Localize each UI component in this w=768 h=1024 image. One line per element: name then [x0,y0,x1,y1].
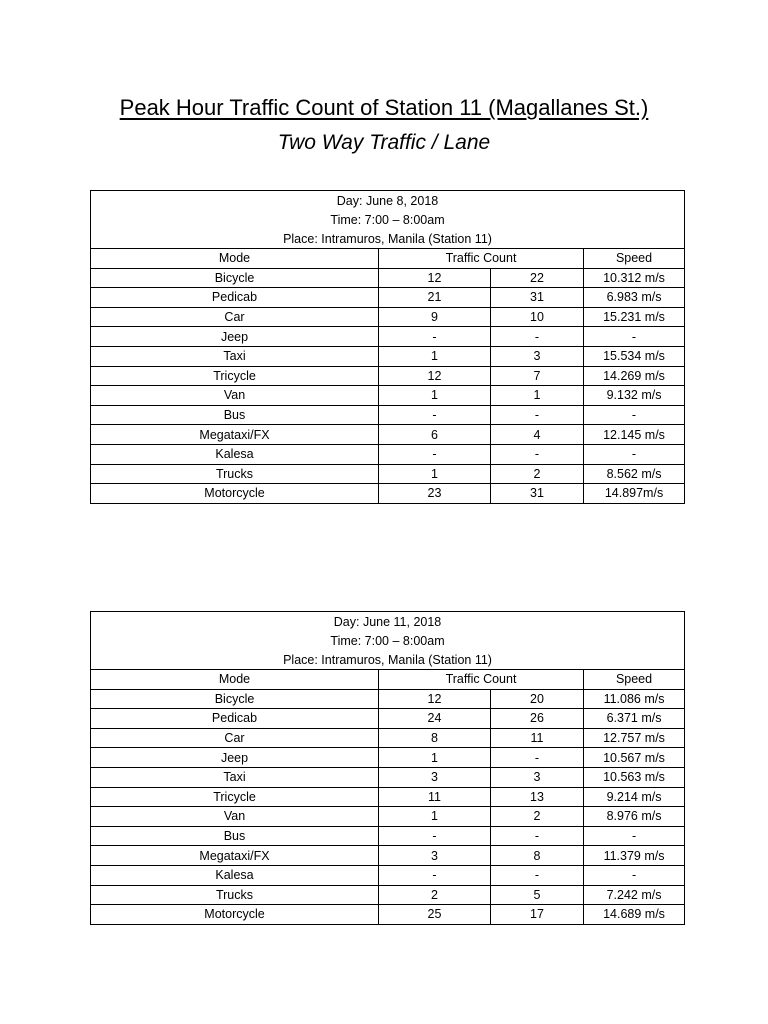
cell-count-b: - [491,865,584,885]
table-row [91,787,685,807]
table-row [91,386,685,406]
table-row [91,464,685,484]
cell-count-a: 8 [379,728,491,748]
cell-count-b: 31 [491,288,584,308]
cell-speed: 9.214 m/s [584,787,685,807]
cell-count-a: - [379,865,491,885]
cell-count-b: 22 [491,268,584,288]
cell-count-a: 12 [379,366,491,386]
table-row [91,905,685,925]
cell-mode: Taxi [91,767,379,787]
cell-speed: 14.269 m/s [584,366,685,386]
header-row [91,670,685,690]
cell-speed: 6.983 m/s [584,288,685,308]
cell-count-a: 2 [379,885,491,905]
cell-count-a: - [379,327,491,347]
table-row [91,846,685,866]
header-speed: Speed [584,249,685,269]
cell-count-a: 24 [379,709,491,729]
table-row [91,728,685,748]
cell-speed: 10.563 m/s [584,767,685,787]
cell-count-a: 1 [379,386,491,406]
cell-count-b: 3 [491,767,584,787]
cell-count-b: 2 [491,807,584,827]
cell-mode: Van [91,386,379,406]
cell-mode: Bicycle [91,268,379,288]
table-row [91,885,685,905]
cell-mode: Pedicab [91,709,379,729]
cell-count-a: 3 [379,767,491,787]
traffic-table-1 [90,190,685,504]
cell-count-a: 1 [379,346,491,366]
cell-mode: Jeep [91,748,379,768]
cell-mode: Tricycle [91,366,379,386]
cell-count-b: 26 [491,709,584,729]
cell-speed: 11.086 m/s [584,689,685,709]
cell-count-a: 1 [379,464,491,484]
cell-count-b: - [491,748,584,768]
table-place: Place: Intramuros, Manila (Station 11) [91,229,685,249]
cell-speed: - [584,405,685,425]
header-row [91,249,685,269]
cell-mode: Van [91,807,379,827]
table-row [91,748,685,768]
cell-mode: Jeep [91,327,379,347]
cell-count-a: 11 [379,787,491,807]
header-mode: Mode [91,670,379,690]
cell-speed: 15.534 m/s [584,346,685,366]
cell-count-b: 2 [491,464,584,484]
table-row [91,689,685,709]
cell-mode: Tricycle [91,787,379,807]
cell-count-a: 25 [379,905,491,925]
cell-count-b: - [491,444,584,464]
cell-mode: Car [91,728,379,748]
cell-count-a: 9 [379,307,491,327]
header-traffic-count: Traffic Count [379,249,584,269]
table-row [91,288,685,308]
table-row [91,327,685,347]
cell-speed: 8.562 m/s [584,464,685,484]
header-speed: Speed [584,670,685,690]
cell-count-b: 10 [491,307,584,327]
cell-count-a: 1 [379,807,491,827]
cell-speed: 12.145 m/s [584,425,685,445]
cell-count-a: 23 [379,484,491,504]
cell-mode: Pedicab [91,288,379,308]
table-row [91,405,685,425]
cell-speed: 10.312 m/s [584,268,685,288]
cell-count-b: 7 [491,366,584,386]
page-title-text: Peak Hour Traffic Count of Station 11 (Magallanes St.) [119,95,649,120]
cell-count-a: 12 [379,268,491,288]
cell-speed: 11.379 m/s [584,846,685,866]
cell-count-a: 1 [379,748,491,768]
table-row [91,307,685,327]
cell-speed: 10.567 m/s [584,748,685,768]
table-day: Day: June 8, 2018 [91,191,685,211]
cell-count-a: 21 [379,288,491,308]
cell-mode: Motorcycle [91,484,379,504]
cell-count-a: - [379,444,491,464]
cell-speed: 12.757 m/s [584,728,685,748]
cell-count-b: 31 [491,484,584,504]
cell-count-b: 1 [491,386,584,406]
page-subtitle: Two Way Traffic / Lane [277,131,491,154]
cell-mode: Megataxi/FX [91,425,379,445]
cell-count-b: - [491,327,584,347]
page-title [0,94,768,122]
cell-mode: Bicycle [91,689,379,709]
cell-mode: Car [91,307,379,327]
cell-count-a: - [379,405,491,425]
table-row [91,826,685,846]
cell-count-b: 17 [491,905,584,925]
table-row [91,709,685,729]
table-row [91,484,685,504]
cell-count-a: 6 [379,425,491,445]
table-row [91,865,685,885]
cell-mode: Trucks [91,885,379,905]
cell-count-b: 3 [491,346,584,366]
header-mode: Mode [91,249,379,269]
table-row [91,268,685,288]
cell-mode: Motorcycle [91,905,379,925]
cell-count-b: 20 [491,689,584,709]
cell-speed: - [584,327,685,347]
table-row [91,767,685,787]
cell-count-b: 11 [491,728,584,748]
table-row [91,346,685,366]
cell-speed: 7.242 m/s [584,885,685,905]
cell-mode: Bus [91,405,379,425]
cell-mode: Taxi [91,346,379,366]
cell-speed: 14.897m/s [584,484,685,504]
cell-count-b: - [491,405,584,425]
cell-count-b: 4 [491,425,584,445]
cell-speed: - [584,826,685,846]
table-time: Time: 7:00 – 8:00am [91,631,685,650]
cell-count-b: 5 [491,885,584,905]
table-row [91,444,685,464]
cell-mode: Megataxi/FX [91,846,379,866]
table-row [91,366,685,386]
table-place: Place: Intramuros, Manila (Station 11) [91,650,685,670]
cell-speed: 15.231 m/s [584,307,685,327]
table-day: Day: June 11, 2018 [91,612,685,632]
cell-mode: Kalesa [91,865,379,885]
cell-mode: Trucks [91,464,379,484]
table-row [91,807,685,827]
cell-count-a: 3 [379,846,491,866]
cell-count-a: 12 [379,689,491,709]
cell-mode: Kalesa [91,444,379,464]
cell-speed: 9.132 m/s [584,386,685,406]
cell-mode: Bus [91,826,379,846]
header-traffic-count: Traffic Count [379,670,584,690]
cell-count-b: - [491,826,584,846]
cell-count-b: 13 [491,787,584,807]
traffic-table-2 [90,611,685,925]
cell-speed: 14.689 m/s [584,905,685,925]
cell-speed: - [584,865,685,885]
cell-speed: 8.976 m/s [584,807,685,827]
cell-speed: 6.371 m/s [584,709,685,729]
cell-speed: - [584,444,685,464]
cell-count-a: - [379,826,491,846]
table-time: Time: 7:00 – 8:00am [91,210,685,229]
cell-count-b: 8 [491,846,584,866]
table-row [91,425,685,445]
